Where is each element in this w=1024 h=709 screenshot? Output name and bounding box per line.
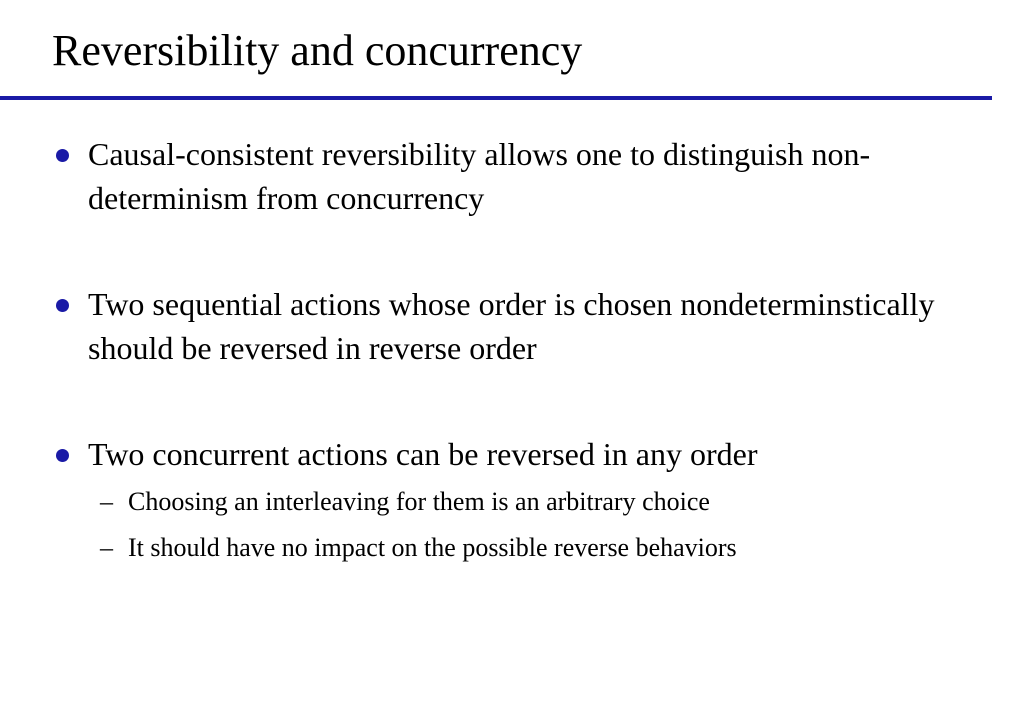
title-divider: [0, 96, 992, 100]
bullet-text: Two concurrent actions can be reversed in any order: [88, 436, 758, 472]
sub-bullet-item: [88, 484, 956, 520]
dash-icon: –: [100, 487, 113, 516]
bullet-text: Two sequential actions whose order is chosen nondeterminstically should be reversed in reverse order: [88, 286, 935, 366]
bullet-text: Causal-consistent reversibility allows one to distinguish non-determinism from concurrency: [88, 136, 871, 216]
sub-bullet-list: [88, 484, 956, 566]
bullet-dot-icon: [56, 299, 69, 312]
sub-bullet-text: It should have no impact on the possible reverse behaviors: [128, 533, 737, 562]
bullet-item: [56, 432, 956, 566]
bullet-list: [56, 132, 956, 576]
bullet-dot-icon: [56, 449, 69, 462]
dash-icon: –: [100, 533, 113, 562]
bullet-item: [56, 132, 956, 220]
sub-bullet-text: Choosing an interleaving for them is an arbitrary choice: [128, 487, 710, 516]
bullet-dot-icon: [56, 149, 69, 162]
slide-title: Reversibility and concurrency: [52, 26, 583, 75]
sub-bullet-item: [88, 530, 956, 566]
bullet-item: [56, 282, 956, 370]
